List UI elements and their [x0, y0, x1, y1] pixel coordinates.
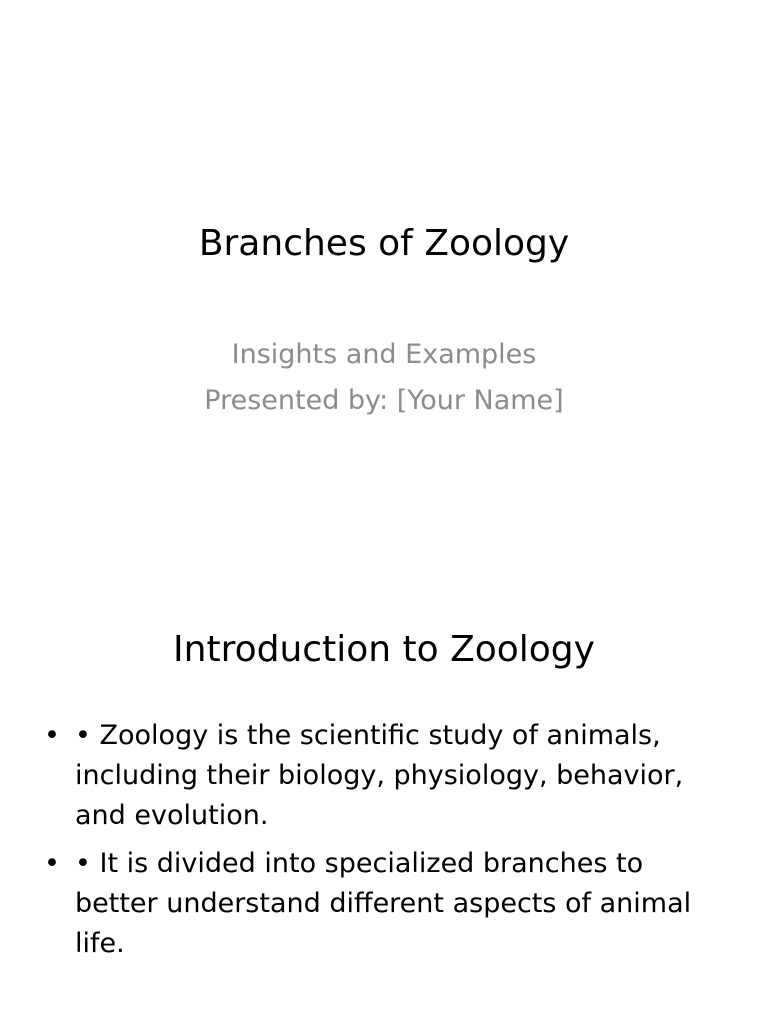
bullet-marker: • — [44, 720, 60, 751]
bullet-list — [38, 716, 718, 972]
bullet-item — [38, 844, 718, 964]
bullet-item — [38, 716, 718, 836]
bullet-marker: • — [44, 848, 60, 879]
subtitle-line-insights: Insights and Examples — [231, 339, 537, 370]
slide-title-heading: Branches of Zoology — [198, 223, 570, 264]
bullet-text: • Zoology is the scientific study of animals, including their biology, physiology, behavior, and evolution. — [75, 720, 684, 831]
slide-subtitle — [0, 332, 768, 424]
slide-introduction — [0, 576, 768, 1024]
bullet-text: • It is divided into specialized branches to better understand different aspects of animal life. — [75, 848, 692, 959]
slide-introduction-heading: Introduction to Zoology — [173, 629, 595, 670]
subtitle-line-presenter: Presented by: [Your Name] — [204, 385, 564, 416]
